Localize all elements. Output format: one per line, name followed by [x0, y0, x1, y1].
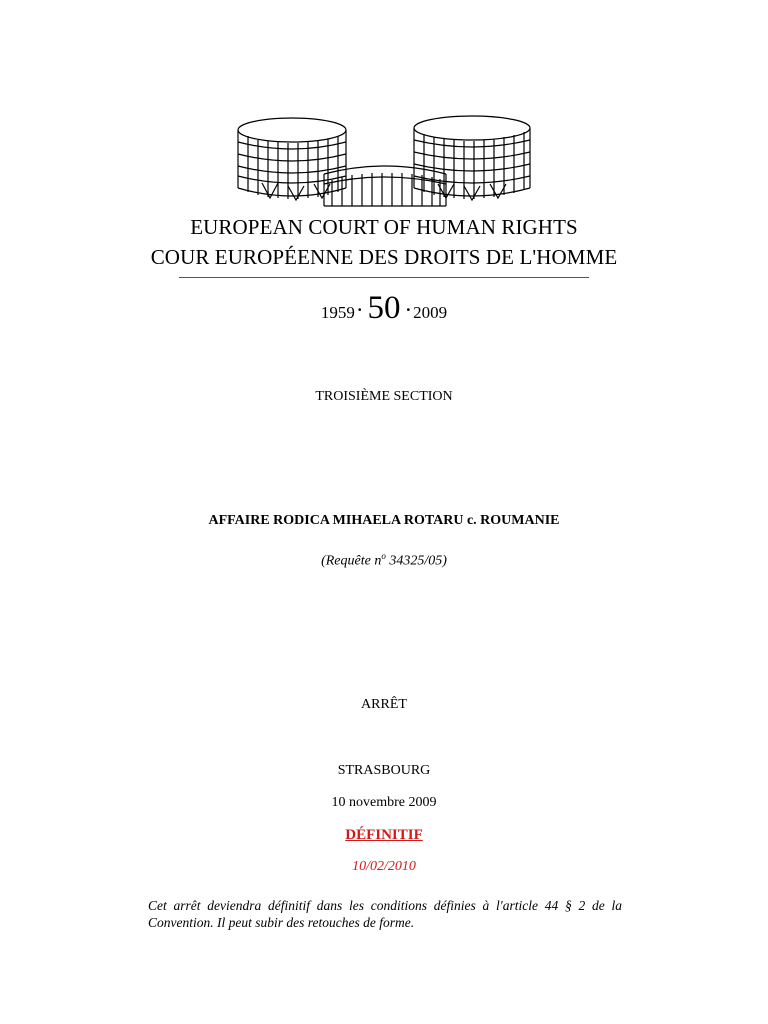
court-name-french: COUR EUROPÉENNE DES DROITS DE L'HOMME: [150, 245, 618, 269]
anniversary-separator: ·: [405, 300, 412, 319]
application-number: [0, 551, 768, 570]
application-superscript: o: [381, 551, 386, 561]
anniversary-mark: [0, 290, 768, 327]
judgment-label: ARRÊT: [361, 697, 407, 712]
application-prefix: (Requête n: [321, 553, 382, 569]
anniversary-end-year: 2009: [413, 303, 448, 322]
case-title: AFFAIRE RODICA MIHAELA ROTARU c. ROUMANIE: [208, 513, 560, 528]
left-tower-shape: [238, 118, 346, 200]
court-name-english: EUROPEAN COURT OF HUMAN RIGHTS: [190, 215, 578, 239]
judgment-date: 10 novembre 2009: [331, 795, 437, 810]
anniversary-separator: ·: [356, 300, 363, 319]
final-status-label: DÉFINITIF: [345, 827, 423, 843]
section-heading: TROISIÈME SECTION: [315, 389, 453, 404]
editorial-notice: Cet arrêt deviendra définitif dans les conditions définies à l'article 44 § 2 de la Convention. Il peut subir des retouches de forme.: [148, 898, 622, 930]
court-building-logo-icon: [232, 108, 538, 212]
final-status-date: 10/02/2010: [352, 859, 416, 874]
application-number-value: 34325/05): [385, 553, 447, 569]
central-building-shape: [324, 166, 446, 206]
anniversary-number: 50: [367, 290, 401, 326]
header-divider: [179, 277, 589, 278]
anniversary-start-year: 1959: [320, 303, 355, 322]
judgment-place: STRASBOURG: [337, 763, 431, 778]
